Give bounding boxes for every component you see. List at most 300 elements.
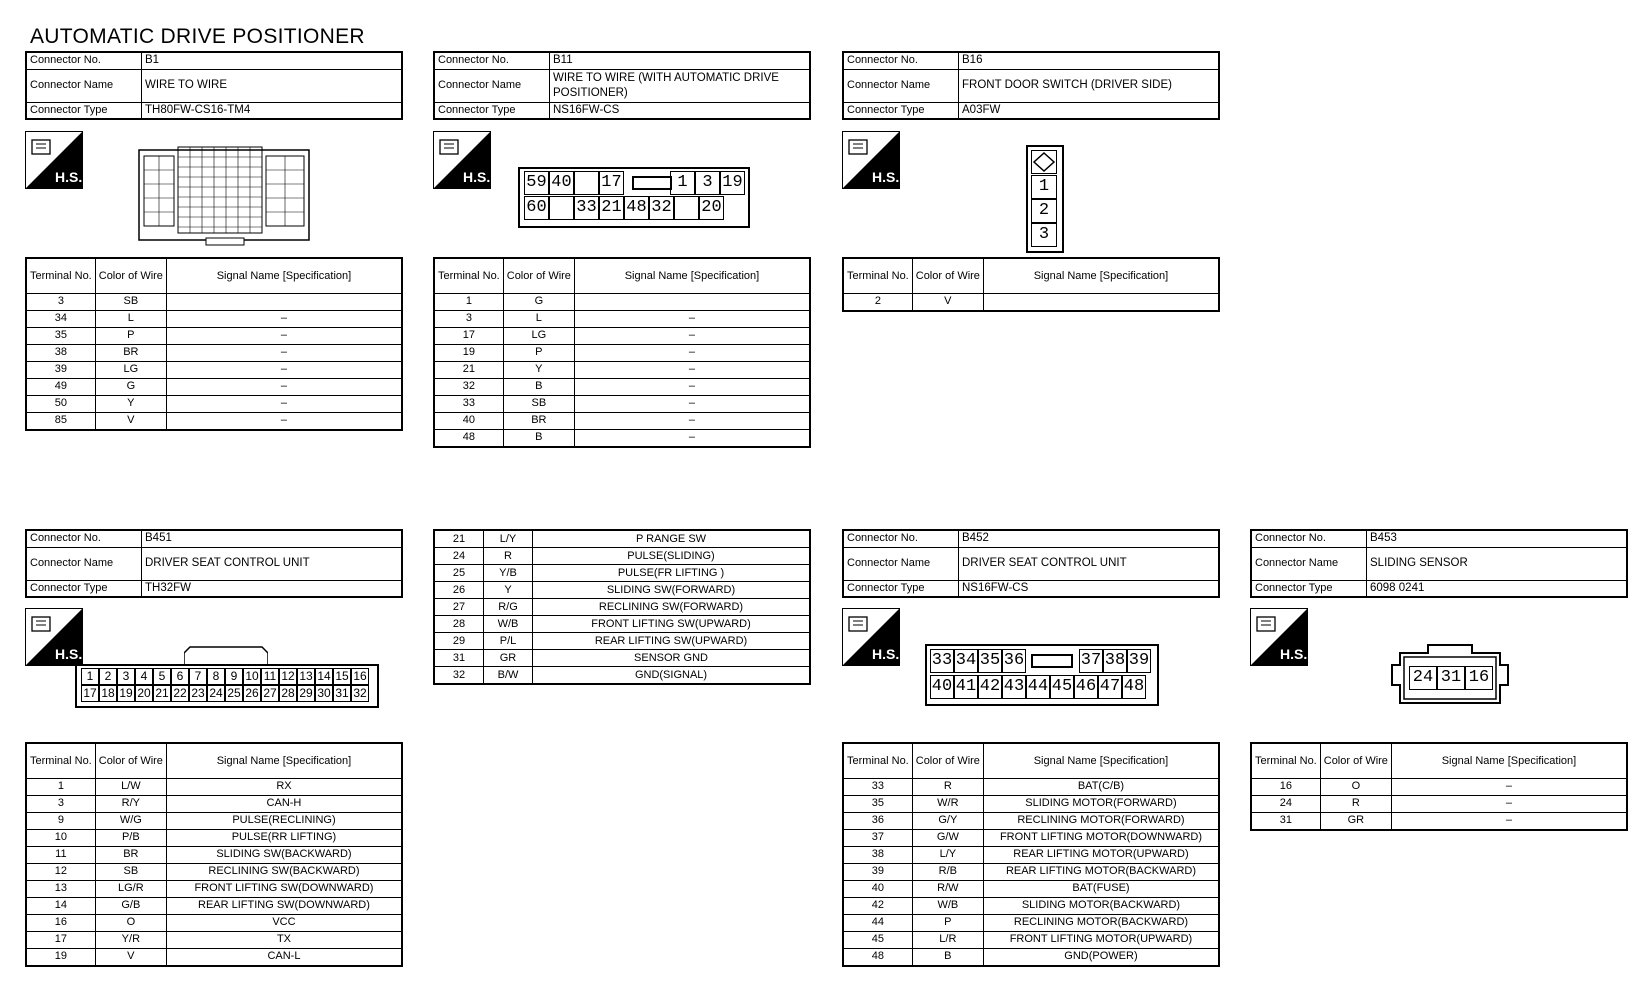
terminal-no-cell: 16 (1251, 778, 1320, 795)
table-row (434, 344, 810, 361)
table-row (26, 880, 402, 897)
b453-connector-diagram (1388, 643, 1512, 705)
signal-name-cell: PULSE(RECLINING) (166, 812, 402, 829)
wire-color-cell: SB (95, 863, 166, 880)
table-row (26, 863, 402, 880)
b451-pin: 8 (207, 668, 225, 685)
wire-color-cell: G (503, 293, 574, 310)
page-title: AUTOMATIC DRIVE POSITIONER (30, 25, 365, 48)
table-row (434, 310, 810, 327)
signal-name-cell: – (166, 327, 402, 344)
terminal-no-cell: 10 (26, 829, 95, 846)
signal-name-cell: – (574, 310, 810, 327)
wire-color-cell: B (912, 948, 983, 966)
b452-connector-diagram (925, 644, 1159, 706)
wire-color-cell: P (95, 327, 166, 344)
hs-label: H.S. (1280, 646, 1307, 662)
b452-terminal-table (842, 742, 1220, 967)
b451-pin: 26 (243, 685, 261, 702)
wire-color-cell: R/W (912, 880, 983, 897)
connector-name-label: Connector Name (1251, 547, 1367, 580)
signal-name-cell (983, 293, 1219, 311)
connector-no-label: Connector No. (843, 530, 959, 547)
terminal-no-cell: 24 (1251, 795, 1320, 812)
connector-type-value: TH32FW (142, 580, 403, 597)
connector-no-value: B453 (1367, 530, 1628, 547)
b451-pin: 6 (171, 668, 189, 685)
terminal-no-header: Terminal No. (26, 743, 95, 778)
table-row (26, 327, 402, 344)
connector-type-value: NS16FW-CS (959, 580, 1220, 597)
terminal-no-cell: 33 (434, 395, 503, 412)
b451-terminal-table-continued (433, 529, 811, 685)
signal-name-cell: RX (166, 778, 402, 795)
table-row (26, 361, 402, 378)
signal-name-cell: – (166, 344, 402, 361)
hs-icon (1250, 608, 1308, 666)
signal-header: Signal Name [Specification] (1391, 743, 1627, 778)
connector-type-label: Connector Type (434, 102, 550, 119)
terminal-no-cell: 49 (26, 378, 95, 395)
terminal-no-cell: 3 (26, 795, 95, 812)
terminal-no-cell: 27 (434, 599, 484, 616)
table-row (26, 378, 402, 395)
hs-icon (842, 131, 900, 189)
signal-name-cell: – (574, 344, 810, 361)
table-row (434, 327, 810, 344)
b16-pin: 2 (1031, 199, 1057, 223)
connector-name-value: SLIDING SENSOR (1367, 547, 1628, 580)
signal-name-cell: PULSE(SLIDING) (533, 548, 811, 565)
table-row (843, 948, 1219, 966)
signal-name-cell: SLIDING SW(BACKWARD) (166, 846, 402, 863)
signal-name-cell: CAN-L (166, 948, 402, 966)
b453-pin: 24 (1409, 666, 1437, 690)
signal-name-cell: REAR LIFTING MOTOR(UPWARD) (983, 846, 1219, 863)
table-row (843, 863, 1219, 880)
signal-name-cell: – (166, 361, 402, 378)
terminal-no-cell: 32 (434, 667, 484, 685)
connector-name-value: DRIVER SEAT CONTROL UNIT (959, 547, 1220, 580)
b452-pin: 34 (954, 649, 978, 673)
terminal-no-cell: 37 (843, 829, 912, 846)
signal-name-cell: – (1391, 812, 1627, 830)
terminal-no-cell: 29 (434, 633, 484, 650)
b11-pin: 48 (624, 196, 649, 220)
wire-color-cell: R (912, 778, 983, 795)
wire-color-cell: BR (95, 344, 166, 361)
connector-no-label: Connector No. (434, 52, 550, 69)
b451-pin: 18 (99, 685, 117, 702)
table-row (1251, 795, 1627, 812)
hs-label: H.S. (872, 646, 899, 662)
terminal-no-cell: 2 (843, 293, 912, 311)
wire-color-cell: Y (95, 395, 166, 412)
terminal-no-cell: 42 (843, 897, 912, 914)
wire-color-cell: G/W (912, 829, 983, 846)
b451-terminal-table (25, 742, 403, 967)
signal-name-cell: – (166, 412, 402, 430)
b11-pin: 19 (720, 171, 745, 195)
b11-pin: 1 (670, 171, 695, 195)
b451-pin: 19 (117, 685, 135, 702)
wire-color-cell: BR (503, 412, 574, 429)
signal-name-cell: FRONT LIFTING MOTOR(DOWNWARD) (983, 829, 1219, 846)
connector-name-label: Connector Name (434, 69, 550, 102)
terminal-no-cell: 35 (26, 327, 95, 344)
b11-pin: 60 (524, 196, 549, 220)
b16-pin: 1 (1031, 175, 1057, 199)
signal-name-cell: FRONT LIFTING SW(UPWARD) (533, 616, 811, 633)
terminal-no-cell: 25 (434, 565, 484, 582)
signal-name-cell (574, 293, 810, 310)
terminal-no-cell: 3 (434, 310, 503, 327)
wire-color-cell: W/B (912, 897, 983, 914)
signal-name-cell: – (166, 310, 402, 327)
b451-pin: 2 (99, 668, 117, 685)
table-row (434, 565, 810, 582)
signal-name-cell: – (574, 412, 810, 429)
wire-color-cell: W/B (484, 616, 533, 633)
b1-info-table (25, 51, 403, 120)
b451-pin: 7 (189, 668, 207, 685)
connector-type-label: Connector Type (843, 580, 959, 597)
b451-pin: 27 (261, 685, 279, 702)
b451-pin: 32 (351, 685, 369, 702)
wire-color-cell: P/L (484, 633, 533, 650)
b451-pin: 5 (153, 668, 171, 685)
terminal-no-cell: 50 (26, 395, 95, 412)
b451-pin: 31 (333, 685, 351, 702)
terminal-no-cell: 40 (843, 880, 912, 897)
connector-type-label: Connector Type (26, 102, 142, 119)
wire-color-cell: P (912, 914, 983, 931)
connector-no-value: B11 (550, 52, 811, 69)
b451-pin: 29 (297, 685, 315, 702)
signal-name-cell: GND(POWER) (983, 948, 1219, 966)
color-header: Color of Wire (912, 258, 983, 293)
signal-name-cell: BAT(FUSE) (983, 880, 1219, 897)
b451-pin: 11 (261, 668, 279, 685)
terminal-no-cell: 48 (843, 948, 912, 966)
b451-pin: 22 (171, 685, 189, 702)
hs-icon (433, 131, 491, 189)
wire-color-cell: G/B (95, 897, 166, 914)
connector-no-value: B452 (959, 530, 1220, 547)
wire-color-cell: P (503, 344, 574, 361)
wire-color-cell: V (95, 948, 166, 966)
table-row (434, 599, 810, 616)
b451-pin: 25 (225, 685, 243, 702)
terminal-no-cell: 35 (843, 795, 912, 812)
hs-icon (25, 131, 83, 189)
hs-icon (25, 608, 83, 666)
wire-color-cell: R/G (484, 599, 533, 616)
b451-pin: 10 (243, 668, 261, 685)
color-header: Color of Wire (912, 743, 983, 778)
wire-color-cell: L/R (912, 931, 983, 948)
key-slot (1031, 654, 1073, 668)
terminal-no-cell: 44 (843, 914, 912, 931)
b452-pin: 41 (954, 675, 978, 699)
b11-pin: 40 (549, 171, 574, 195)
b451-pin: 1 (81, 668, 99, 685)
wire-color-cell: L/W (95, 778, 166, 795)
wire-color-cell: BR (95, 846, 166, 863)
b451-pin: 15 (333, 668, 351, 685)
b11-pin (574, 171, 599, 195)
b451-pin: 16 (351, 668, 369, 685)
signal-header: Signal Name [Specification] (574, 258, 810, 293)
b1-connector-diagram (138, 142, 310, 246)
terminal-no-cell: 34 (26, 310, 95, 327)
terminal-no-cell: 85 (26, 412, 95, 430)
table-row (843, 812, 1219, 829)
terminal-no-cell: 13 (26, 880, 95, 897)
table-row (26, 778, 402, 795)
table-row (434, 395, 810, 412)
table-row (843, 778, 1219, 795)
wire-color-cell: V (912, 293, 983, 311)
signal-name-cell: FRONT LIFTING MOTOR(UPWARD) (983, 931, 1219, 948)
wire-color-cell: LG (95, 361, 166, 378)
b452-pin: 40 (930, 675, 954, 699)
signal-name-cell: – (574, 327, 810, 344)
connector-no-value: B451 (142, 530, 403, 547)
hs-label: H.S. (55, 169, 82, 185)
table-row (843, 914, 1219, 931)
b452-pin: 46 (1074, 675, 1098, 699)
table-row (843, 293, 1219, 311)
terminal-no-cell: 17 (434, 327, 503, 344)
signal-name-cell (166, 293, 402, 310)
wire-color-cell: O (95, 914, 166, 931)
table-row (843, 880, 1219, 897)
b11-pin: 33 (574, 196, 599, 220)
connector-no-value: B16 (959, 52, 1220, 69)
b452-pin: 43 (1002, 675, 1026, 699)
signal-header: Signal Name [Specification] (983, 258, 1219, 293)
terminal-no-cell: 9 (26, 812, 95, 829)
b452-pin: 48 (1122, 675, 1146, 699)
connector-no-label: Connector No. (843, 52, 959, 69)
color-header: Color of Wire (503, 258, 574, 293)
wire-color-cell: Y/B (484, 565, 533, 582)
b451-pin: 9 (225, 668, 243, 685)
connector-type-value: 6098 0241 (1367, 580, 1628, 597)
hs-label: H.S. (463, 169, 490, 185)
terminal-no-cell: 38 (843, 846, 912, 863)
b453-terminal-table (1250, 742, 1628, 831)
table-row (434, 293, 810, 310)
terminal-no-cell: 48 (434, 429, 503, 447)
terminal-no-cell: 21 (434, 530, 484, 548)
connector-no-value: B1 (142, 52, 403, 69)
signal-name-cell: FRONT LIFTING SW(DOWNWARD) (166, 880, 402, 897)
terminal-no-cell: 1 (434, 293, 503, 310)
key-marker (1031, 150, 1057, 174)
signal-name-cell: BAT(C/B) (983, 778, 1219, 795)
table-row (26, 948, 402, 966)
b11-terminal-table (433, 257, 811, 448)
b452-pin: 38 (1103, 649, 1127, 673)
connector-no-label: Connector No. (26, 52, 142, 69)
b453-pin: 16 (1465, 666, 1493, 690)
table-row (434, 429, 810, 447)
b451-pin: 20 (135, 685, 153, 702)
table-row (26, 931, 402, 948)
signal-name-cell: – (166, 378, 402, 395)
table-row (26, 914, 402, 931)
color-header: Color of Wire (1320, 743, 1391, 778)
wire-color-cell: P/B (95, 829, 166, 846)
wire-color-cell: B (503, 378, 574, 395)
b451-pin: 21 (153, 685, 171, 702)
b452-pin: 42 (978, 675, 1002, 699)
terminal-no-cell: 45 (843, 931, 912, 948)
table-row (843, 795, 1219, 812)
b453-pin: 31 (1437, 666, 1465, 690)
signal-name-cell: SLIDING MOTOR(BACKWARD) (983, 897, 1219, 914)
table-row (434, 378, 810, 395)
wire-color-cell: O (1320, 778, 1391, 795)
table-row (434, 412, 810, 429)
b451-pin: 4 (135, 668, 153, 685)
table-row (26, 293, 402, 310)
key-slot (632, 176, 672, 190)
b451-connector-latch (184, 645, 268, 665)
wire-color-cell: R/B (912, 863, 983, 880)
table-row (26, 395, 402, 412)
signal-header: Signal Name [Specification] (983, 743, 1219, 778)
b16-terminal-table (842, 257, 1220, 312)
signal-name-cell: PULSE(RR LIFTING) (166, 829, 402, 846)
signal-name-cell: CAN-H (166, 795, 402, 812)
connector-type-label: Connector Type (843, 102, 959, 119)
wire-color-cell: W/R (912, 795, 983, 812)
table-row (843, 829, 1219, 846)
signal-name-cell: GND(SIGNAL) (533, 667, 811, 685)
connector-type-value: A03FW (959, 102, 1220, 119)
wire-color-cell: R/Y (95, 795, 166, 812)
terminal-no-cell: 21 (434, 361, 503, 378)
connector-no-label: Connector No. (26, 530, 142, 547)
wire-color-cell: SB (503, 395, 574, 412)
signal-name-cell: RECLINING SW(BACKWARD) (166, 863, 402, 880)
wire-color-cell: Y (503, 361, 574, 378)
signal-name-cell: RECLINING SW(FORWARD) (533, 599, 811, 616)
signal-name-cell: SENSOR GND (533, 650, 811, 667)
signal-name-cell: SLIDING MOTOR(FORWARD) (983, 795, 1219, 812)
b16-info-table (842, 51, 1220, 120)
wire-color-cell: W/G (95, 812, 166, 829)
signal-name-cell: – (574, 361, 810, 378)
terminal-no-cell: 24 (434, 548, 484, 565)
table-row (26, 812, 402, 829)
connector-type-value: NS16FW-CS (550, 102, 811, 119)
connector-name-value: WIRE TO WIRE (142, 69, 403, 102)
b452-pin: 39 (1127, 649, 1151, 673)
signal-name-cell: – (166, 395, 402, 412)
terminal-no-cell: 17 (26, 931, 95, 948)
wire-color-cell: R (484, 548, 533, 565)
table-row (26, 310, 402, 327)
wire-color-cell: B/W (484, 667, 533, 685)
terminal-no-header: Terminal No. (843, 258, 912, 293)
terminal-no-header: Terminal No. (1251, 743, 1320, 778)
b11-connector-diagram (518, 167, 750, 228)
signal-name-cell: – (574, 395, 810, 412)
terminal-no-cell: 40 (434, 412, 503, 429)
terminal-no-cell: 38 (26, 344, 95, 361)
b452-pin: 47 (1098, 675, 1122, 699)
hs-icon (842, 608, 900, 666)
table-row (434, 650, 810, 667)
terminal-no-cell: 26 (434, 582, 484, 599)
connector-no-label: Connector No. (1251, 530, 1367, 547)
table-row (26, 795, 402, 812)
signal-name-cell: RECLINING MOTOR(FORWARD) (983, 812, 1219, 829)
b11-info-table (433, 51, 811, 120)
signal-name-cell: VCC (166, 914, 402, 931)
connector-name-value: FRONT DOOR SWITCH (DRIVER SIDE) (959, 69, 1220, 102)
b452-pin: 45 (1050, 675, 1074, 699)
b452-info-table (842, 529, 1220, 598)
terminal-no-cell: 16 (26, 914, 95, 931)
table-row (843, 846, 1219, 863)
wire-color-cell: L (503, 310, 574, 327)
signal-name-cell: P RANGE SW (533, 530, 811, 548)
wire-color-cell: LG/R (95, 880, 166, 897)
b451-pin: 12 (279, 668, 297, 685)
wire-color-cell: B (503, 429, 574, 447)
wire-color-cell: L/Y (912, 846, 983, 863)
terminal-no-cell: 1 (26, 778, 95, 795)
table-row (434, 361, 810, 378)
terminal-no-cell: 11 (26, 846, 95, 863)
table-row (434, 616, 810, 633)
terminal-no-cell: 19 (434, 344, 503, 361)
b11-pin (674, 196, 699, 220)
table-row (1251, 778, 1627, 795)
signal-name-cell: PULSE(FR LIFTING ) (533, 565, 811, 582)
table-row (434, 667, 810, 685)
connector-name-value: DRIVER SEAT CONTROL UNIT (142, 547, 403, 580)
connector-name-label: Connector Name (26, 547, 142, 580)
b452-pin: 37 (1079, 649, 1103, 673)
b451-pin: 24 (207, 685, 225, 702)
connector-name-label: Connector Name (26, 69, 142, 102)
wire-color-cell: G (95, 378, 166, 395)
table-row (843, 931, 1219, 948)
connector-type-value: TH80FW-CS16-TM4 (142, 102, 403, 119)
b11-pin: 32 (649, 196, 674, 220)
color-header: Color of Wire (95, 743, 166, 778)
terminal-no-cell: 3 (26, 293, 95, 310)
b16-connector-diagram (1026, 145, 1064, 253)
b16-pin: 3 (1031, 223, 1057, 247)
wire-color-cell: GR (1320, 812, 1391, 830)
terminal-no-cell: 31 (434, 650, 484, 667)
connector-name-label: Connector Name (843, 69, 959, 102)
color-header: Color of Wire (95, 258, 166, 293)
table-row (434, 548, 810, 565)
wire-color-cell: Y (484, 582, 533, 599)
terminal-no-cell: 31 (1251, 812, 1320, 830)
table-row (26, 897, 402, 914)
b11-pin: 59 (524, 171, 549, 195)
signal-name-cell: REAR LIFTING SW(DOWNWARD) (166, 897, 402, 914)
